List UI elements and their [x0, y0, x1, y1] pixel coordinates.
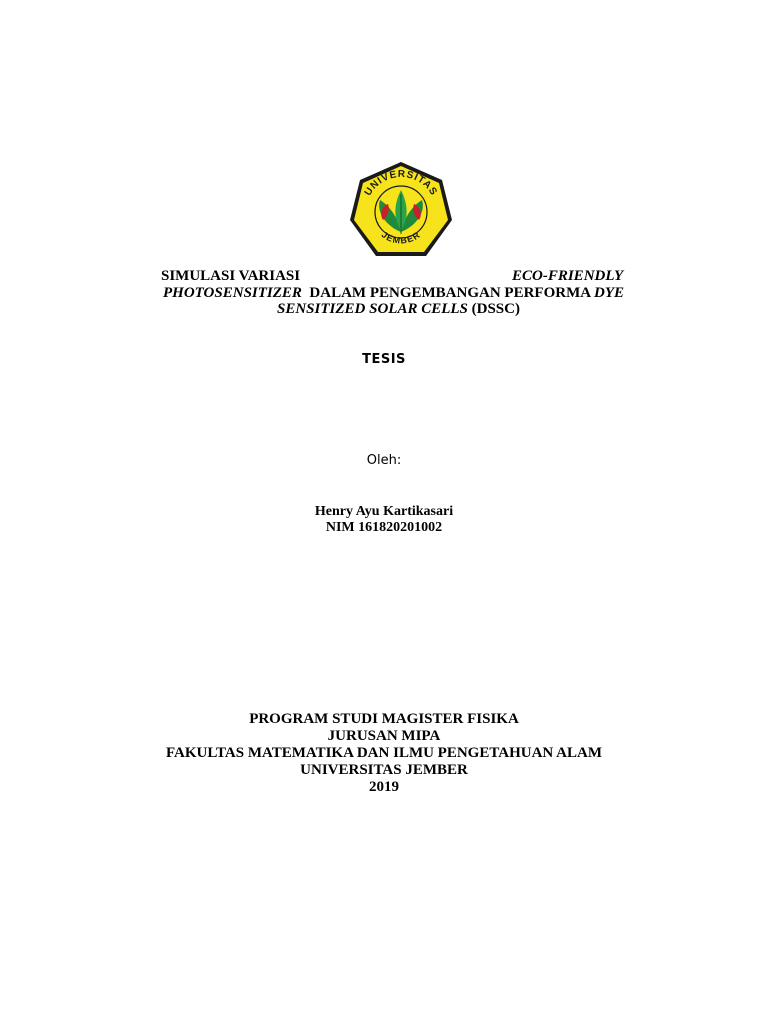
title-line-3 [277, 301, 520, 318]
title-line-2-c: DYE [594, 285, 624, 301]
program-name: PROGRAM STUDI MAGISTER FISIKA [249, 711, 519, 727]
logo-text-bottom: JEMBER [379, 229, 423, 246]
year: 2019 [369, 779, 399, 795]
faculty-name: FAKULTAS MATEMATIKA DAN ILMU PENGETAHUAN ALAM [166, 745, 602, 761]
title-line-2-a: PHOTOSENSITIZER [163, 285, 302, 301]
title-line-1-b: ECO-FRIENDLY [512, 268, 624, 284]
institution-block [0, 711, 768, 796]
document-type: TESIS [362, 352, 406, 367]
by-label: Oleh: [366, 453, 402, 468]
title-line-1-a: SIMULASI VARIASI [161, 268, 301, 284]
department-name: JURUSAN MIPA [327, 728, 441, 744]
title-line-3-b: (DSSC) [467, 301, 520, 317]
title-line-3-a: SENSITIZED SOLAR CELLS [277, 301, 468, 317]
university-logo [346, 160, 456, 262]
university-emblem-icon [346, 160, 456, 262]
title-line-2 [163, 285, 624, 302]
university-name: UNIVERSITAS JEMBER [300, 762, 468, 778]
author-name: Henry Ayu Kartikasari [314, 504, 454, 519]
author-nim: NIM 161820201002 [325, 520, 443, 535]
title-line-2-b: DALAM PENGEMBANGAN PERFORMA [301, 285, 594, 301]
logo-text-top: UNIVERSITAS [362, 168, 440, 198]
